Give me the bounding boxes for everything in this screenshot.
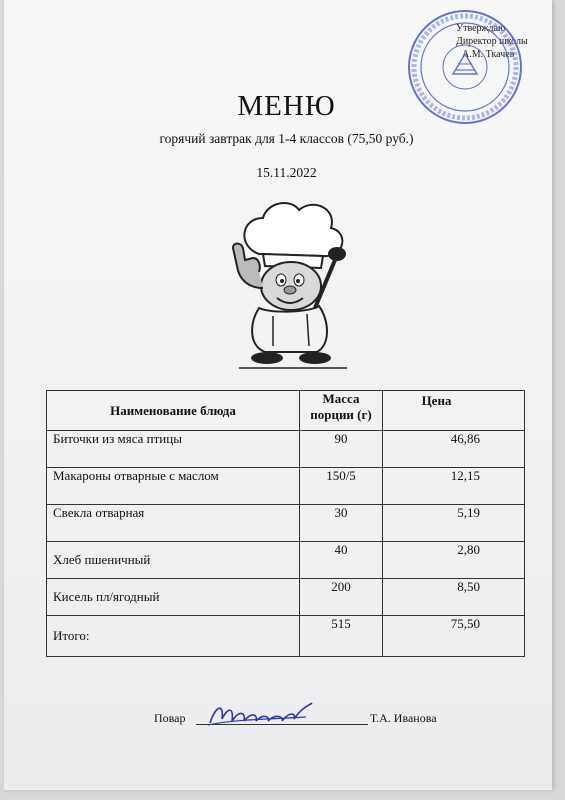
dish-name: Кисель пл/ягодный	[47, 579, 300, 616]
table-total-row	[47, 616, 525, 657]
table-header-row	[47, 391, 525, 431]
approval-line: Утверждаю	[456, 23, 506, 34]
dish-mass: 40	[300, 542, 383, 579]
chef-illustration-icon	[219, 196, 359, 371]
document-page	[4, 0, 552, 790]
menu-date: 15.11.2022	[256, 165, 317, 180]
dish-price: 46,86	[383, 431, 525, 468]
cook-signature-line	[154, 711, 474, 731]
dish-mass: 150/5	[300, 468, 383, 505]
table-row	[47, 542, 525, 579]
table-row	[47, 431, 525, 468]
page-subtitle: горячий завтрак для 1-4 классов (75,50 руб.)	[159, 131, 414, 146]
approval-signatory: А.М. Ткачев	[462, 49, 515, 60]
total-label: Итого:	[47, 616, 300, 657]
total-price: 75,50	[383, 616, 525, 657]
dish-name: Хлеб пшеничный	[47, 542, 300, 579]
cook-label: Повар	[154, 711, 186, 725]
approval-position: Директор школы	[456, 36, 528, 47]
dish-price: 5,19	[383, 505, 525, 542]
dish-price: 12,15	[383, 468, 525, 505]
dish-mass: 90	[300, 431, 383, 468]
cook-name: Т.А. Иванова	[370, 711, 437, 725]
column-header-mass: Масса порции (г)	[300, 391, 383, 431]
handwritten-signature-icon	[206, 699, 316, 729]
dish-name: Макароны отварные с маслом	[47, 468, 300, 505]
dish-price: 8,50	[383, 579, 525, 616]
dish-name: Биточки из мяса птицы	[47, 431, 300, 468]
table-row	[47, 468, 525, 505]
dish-name: Свекла отварная	[47, 505, 300, 542]
dish-price: 2,80	[383, 542, 525, 579]
page-title: МЕНЮ	[237, 90, 336, 122]
menu-table	[46, 390, 525, 657]
column-header-dish: Наименование блюда	[47, 391, 300, 431]
column-header-price: Цена	[383, 391, 525, 431]
dish-mass: 30	[300, 505, 383, 542]
table-row	[47, 579, 525, 616]
total-mass: 515	[300, 616, 383, 657]
dish-mass: 200	[300, 579, 383, 616]
table-row	[47, 505, 525, 542]
